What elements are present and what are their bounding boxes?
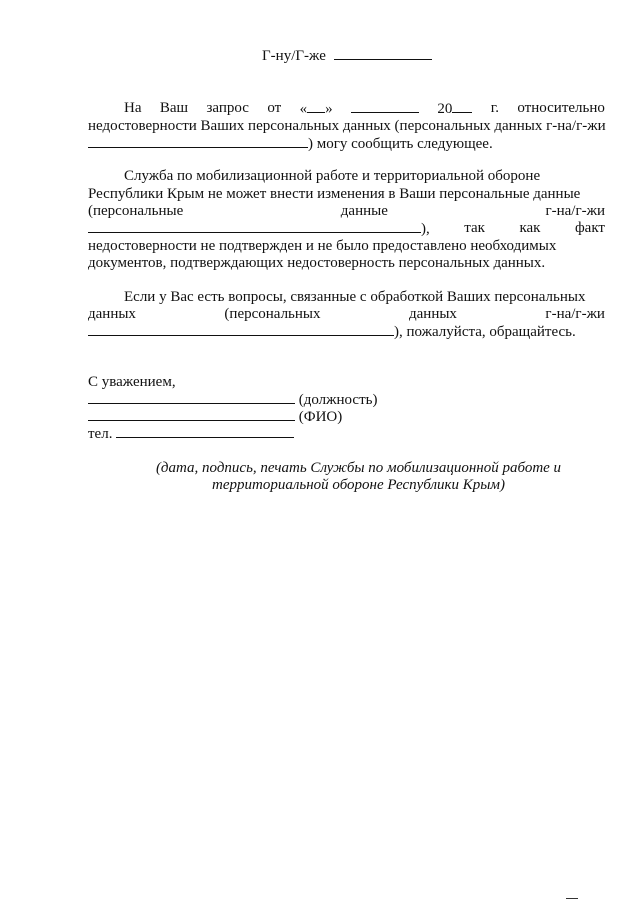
position-line <box>88 391 377 409</box>
phone-blank <box>116 425 294 438</box>
name-blank <box>88 220 421 233</box>
position-blank <box>88 391 295 404</box>
p2-word: данные <box>340 203 388 219</box>
year-prefix: 20 <box>437 101 453 117</box>
p3-line3 <box>88 323 605 341</box>
p3-line1: Если у Вас есть вопросы, связанные с обработкой Ваших персональных <box>124 289 586 305</box>
name-blank <box>88 135 308 148</box>
phone-line <box>88 425 294 443</box>
p1-line3-text: ) могу сообщить следующее. <box>308 136 493 152</box>
fio-blank <box>88 408 295 421</box>
addressee-blank <box>334 47 432 60</box>
year-field <box>437 100 472 118</box>
month-blank <box>351 100 419 113</box>
p2-line1: Служба по мобилизационной работе и территориальной обороне <box>124 168 541 184</box>
addressee-line <box>262 47 432 65</box>
p3-line2 <box>88 306 605 323</box>
p2-word: г-на/г-жи <box>545 203 605 219</box>
p3-word: данных <box>88 306 136 322</box>
p2-word: так <box>464 220 485 236</box>
date-day-field <box>300 100 333 118</box>
p3-word: (персональных <box>224 306 321 322</box>
p2-line6: документов, подтверждающих недостоверность персональных данных. <box>88 255 546 271</box>
fio-label: (ФИО) <box>298 409 343 425</box>
day-blank <box>307 100 325 113</box>
p1-line1 <box>88 100 605 118</box>
p3-line3-text: ), пожалуйста, обращайтесь. <box>394 324 576 340</box>
year-blank <box>452 100 472 113</box>
note-line2: территориальной обороне Республики Крым) <box>212 477 505 493</box>
phone-label: тел. <box>88 426 113 442</box>
p1-word: На <box>124 100 142 116</box>
p1-word: запрос <box>206 100 249 116</box>
p1-line3 <box>88 135 605 153</box>
note-line1: (дата, подпись, печать Службы по мобилизационной работе и <box>155 460 562 476</box>
p2-line3 <box>88 203 605 220</box>
p2-name-field <box>88 220 430 238</box>
p2-line5: недостоверности не подтвержден и не было предоставлено необходимых <box>88 238 557 254</box>
p2-word: как <box>519 220 541 236</box>
p3-word: данных <box>409 306 457 322</box>
scan-mark <box>566 898 578 899</box>
p1-line2: недостоверности Ваших персональных данных (персональных данных г-на/г-жи <box>88 118 606 134</box>
addressee-label: Г-ну/Г-же <box>262 48 326 64</box>
p1-word: Ваш <box>159 100 189 116</box>
quote-open: « <box>299 101 308 117</box>
p2-word: ), <box>421 221 430 237</box>
p1-word: относительно <box>517 100 605 116</box>
p3-word: г-на/г-жи <box>545 306 605 322</box>
p2-word: факт <box>574 220 605 236</box>
p1-word: от <box>267 100 282 116</box>
name-blank <box>88 323 394 336</box>
position-label: (должность) <box>298 392 378 408</box>
p2-line4 <box>88 220 605 238</box>
p2-line2: Республики Крым не может внести изменения в Ваши персональные данные <box>88 186 581 202</box>
closing-text: С уважением, <box>88 374 176 390</box>
p2-word: (персональные <box>88 203 184 219</box>
quote-close: » <box>325 101 333 117</box>
name-line <box>88 408 342 426</box>
p1-word: г. <box>490 100 499 116</box>
